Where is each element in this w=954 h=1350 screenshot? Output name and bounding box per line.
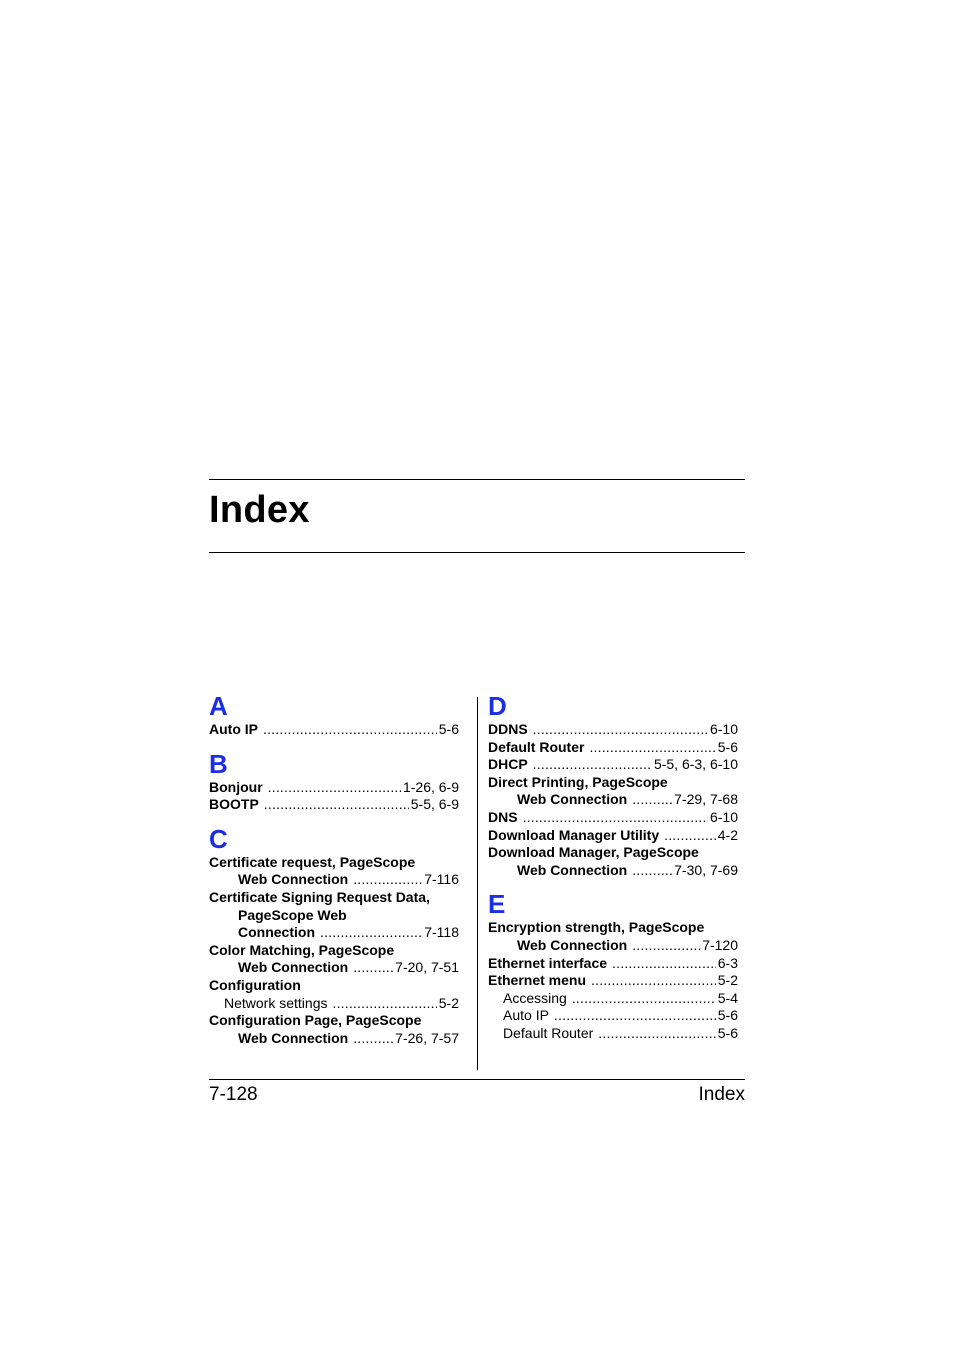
- section-letter-c: C: [209, 823, 228, 854]
- index-entry-line: [209, 942, 459, 960]
- index-entry-line: [488, 756, 738, 774]
- page-reference: 5-2: [438, 994, 459, 1011]
- index-term: Direct Printing, PageScope: [488, 773, 668, 790]
- index-entry-line: [488, 955, 738, 973]
- index-entry-line: [209, 721, 459, 739]
- index-entry: [209, 721, 459, 739]
- footer-rule: [209, 1079, 745, 1080]
- index-term: Web Connection: [517, 936, 628, 953]
- page-reference: 5-4: [717, 989, 738, 1006]
- index-term: Download Manager Utility: [488, 826, 660, 843]
- index-term: DNS: [488, 808, 518, 825]
- index-term: Connection: [238, 924, 315, 941]
- index-entry: [209, 977, 459, 1012]
- page-reference: 6-10: [709, 808, 738, 825]
- index-entry: [488, 739, 738, 757]
- index-entry-line: [209, 854, 459, 872]
- index-entry-line: [209, 977, 459, 995]
- page-reference: 5-6: [717, 1007, 738, 1024]
- index-entry: [488, 809, 738, 827]
- index-entry: [209, 854, 459, 889]
- index-entry-line: [488, 809, 738, 827]
- index-entry-line: [209, 924, 459, 942]
- index-entry-line: [209, 1012, 459, 1030]
- index-term: Download Manager, PageScope: [488, 844, 699, 861]
- dot-leader: [523, 809, 708, 827]
- dot-leader: [268, 779, 401, 797]
- index-entry: [209, 942, 459, 977]
- index-term: BOOTP: [209, 796, 259, 813]
- page-reference: 5-5, 6-3, 6-10: [653, 756, 738, 773]
- dot-leader: [664, 827, 716, 845]
- page-reference: 5-2: [717, 972, 738, 989]
- index-term: Bonjour: [209, 778, 263, 795]
- index-term: DDNS: [488, 721, 528, 737]
- dot-leader: [598, 1025, 715, 1043]
- dot-leader: [353, 871, 422, 889]
- index-entry: [488, 972, 738, 1042]
- index-subentry: [488, 1025, 738, 1043]
- index-entry-line: [488, 721, 738, 739]
- index-entry: [488, 721, 738, 739]
- page-reference: 5-6: [717, 1024, 738, 1041]
- page-reference: 7-116: [424, 871, 459, 888]
- index-term: Network settings: [224, 994, 328, 1011]
- title-rule-top: [209, 479, 745, 480]
- page-reference: 5-6: [438, 721, 459, 737]
- index-entry-line: [488, 791, 738, 809]
- footer-page-number: 7-128: [209, 1084, 258, 1105]
- index-term: Web Connection: [517, 861, 628, 878]
- page-reference: 7-30, 7-69: [674, 861, 738, 878]
- index-entry: [488, 919, 738, 954]
- page-reference: 7-120: [702, 936, 738, 953]
- page-reference: 6-3: [717, 954, 738, 971]
- dot-leader: [353, 1030, 393, 1048]
- index-term: Certificate request, PageScope: [209, 853, 416, 870]
- page-reference: 7-29, 7-68: [674, 791, 738, 808]
- index-entry: [488, 827, 738, 845]
- index-term: PageScope Web: [238, 906, 347, 923]
- index-entry-line: [209, 796, 459, 814]
- page-reference: 7-26, 7-57: [395, 1029, 459, 1046]
- index-entry-line: [488, 739, 738, 757]
- index-entry: [488, 844, 738, 879]
- dot-leader: [612, 955, 716, 973]
- index-column-right: [488, 692, 738, 1043]
- dot-leader: [632, 791, 672, 809]
- index-entry: [488, 774, 738, 809]
- index-term: Web Connection: [517, 791, 628, 808]
- page-reference: 5-5, 6-9: [410, 796, 459, 813]
- index-entry: [488, 756, 738, 774]
- dot-leader: [332, 995, 436, 1013]
- index-term: Auto IP: [503, 1007, 549, 1024]
- section-letter-b: B: [209, 748, 228, 779]
- index-term: Ethernet interface: [488, 954, 608, 971]
- dot-leader: [263, 721, 437, 739]
- index-term: Configuration: [209, 976, 301, 993]
- index-term: Configuration Page, PageScope: [209, 1012, 422, 1029]
- title-rule-bottom: [209, 552, 745, 553]
- index-term: Default Router: [488, 738, 585, 755]
- index-entry-line: [488, 919, 738, 937]
- page-reference: 4-2: [717, 826, 738, 843]
- index-term: Ethernet menu: [488, 972, 587, 989]
- index-entry: [209, 796, 459, 814]
- dot-leader: [589, 739, 715, 757]
- dot-leader: [632, 862, 672, 880]
- page-reference: 7-20, 7-51: [395, 959, 459, 976]
- section-letter-a: A: [209, 691, 228, 721]
- index-entry-line: [488, 972, 738, 990]
- index-entry-line: [209, 959, 459, 977]
- page-reference: 6-10: [709, 721, 738, 737]
- dot-leader: [533, 721, 708, 739]
- index-term: Web Connection: [238, 959, 349, 976]
- index-entry-line: [488, 827, 738, 845]
- dot-leader: [264, 796, 409, 814]
- index-term: Web Connection: [238, 1029, 349, 1046]
- index-column-left: [209, 692, 459, 1047]
- index-entry: [209, 889, 459, 942]
- index-entry-line: [209, 871, 459, 889]
- index-term: Auto IP: [209, 721, 258, 737]
- dot-leader: [533, 756, 652, 774]
- dot-leader: [572, 990, 716, 1008]
- index-entry-line: [209, 907, 459, 925]
- index-subentry: [209, 995, 459, 1013]
- dot-leader: [353, 959, 393, 977]
- index-entry: [209, 1012, 459, 1047]
- section-letter-d: D: [488, 691, 507, 721]
- column-divider: [477, 697, 478, 1070]
- index-entry-line: [209, 779, 459, 797]
- index-term: Accessing: [503, 989, 567, 1006]
- index-term: Color Matching, PageScope: [209, 941, 395, 958]
- index-entry-line: [209, 889, 459, 907]
- index-entry: [209, 779, 459, 797]
- index-subentry: [488, 990, 738, 1008]
- index-entry-line: [488, 774, 738, 792]
- index-term: Encryption strength, PageScope: [488, 919, 705, 936]
- footer-section-title: Index: [698, 1084, 745, 1105]
- index-term: Web Connection: [238, 871, 349, 888]
- index-term: DHCP: [488, 756, 528, 773]
- index-subentry: [488, 1007, 738, 1025]
- index-term: Default Router: [503, 1024, 594, 1041]
- dot-leader: [554, 1007, 716, 1025]
- index-entry-line: [488, 844, 738, 862]
- index-entry-line: [488, 862, 738, 880]
- page-reference: 1-26, 6-9: [402, 778, 459, 795]
- index-entry: [488, 955, 738, 973]
- dot-leader: [591, 972, 716, 990]
- index-entry-line: [209, 1030, 459, 1048]
- page-title: Index: [209, 489, 310, 531]
- section-letter-e: E: [488, 889, 506, 920]
- index-term: Certificate Signing Request Data,: [209, 888, 430, 905]
- dot-leader: [632, 937, 700, 955]
- page-reference: 7-118: [424, 924, 459, 941]
- dot-leader: [320, 924, 422, 942]
- page-reference: 5-6: [717, 738, 738, 755]
- index-entry-line: [488, 937, 738, 955]
